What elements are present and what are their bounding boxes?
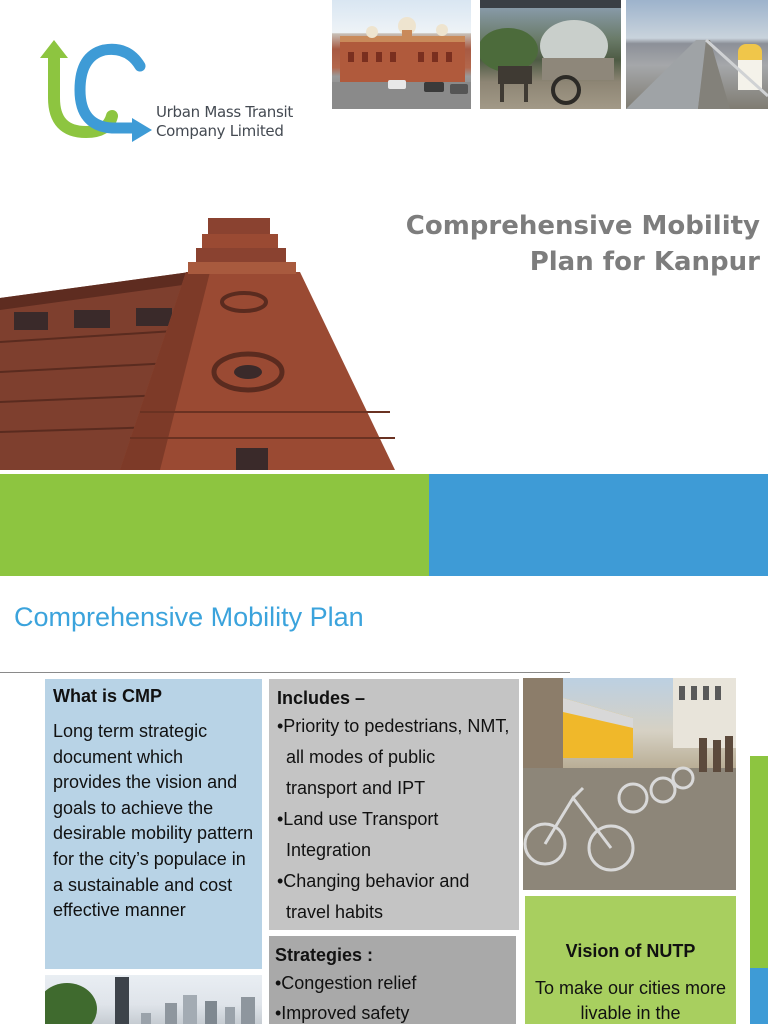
slide2-title: Comprehensive Mobility Plan [14,602,364,632]
blue-edge-bar [750,968,768,1024]
cover-title-line2: Plan for Kanpur [529,247,760,277]
includes-heading: Includes – [277,688,366,708]
title-divider [0,672,570,673]
umtc-logo [36,36,296,151]
list-item: •Improved safety [275,1003,410,1023]
vision-body: To make our cities more livable in the [534,978,727,1023]
what-is-cmp-heading: What is CMP [53,686,163,706]
strategies-heading: Strategies : [275,945,374,965]
bullock-cart-photo [480,0,621,109]
strategies-card [269,936,516,1024]
vision-nutp-card [525,896,736,1024]
logo-text-line2: Company Limited [156,122,284,140]
strategies-list [275,968,510,1028]
list-item: •Congestion relief [275,973,417,993]
city-skyline-photo [45,975,262,1024]
list-item: •Changing behavior and travel habits [277,871,470,922]
list-item: •Priority to pedestrians, NMT, all modes of public transport and IPT [277,716,510,798]
green-band [0,474,429,576]
umtc-logo-mark-icon [36,36,156,151]
logo-text-line1: Urban Mass Transit [156,103,293,121]
what-is-cmp-body: Long term strategic document which provides the vision and goals to achieve the desirable mobility pattern for the city’s populace in a sustainable and cost effective manner [53,721,254,921]
cover-title [340,208,760,280]
list-item: •Land use Transport Integration [277,809,439,860]
includes-list [277,711,511,928]
what-is-cmp-card [45,679,262,969]
cover-title-line1: Comprehensive Mobility [405,211,760,241]
tram-street-photo [523,678,736,890]
highway-photo [626,0,768,109]
includes-card [269,679,519,930]
blue-band [429,474,768,576]
railway-station-photo [332,0,471,109]
vision-heading: Vision of NUTP [565,941,696,961]
green-edge-bar [750,756,768,968]
clock-tower-photo [0,212,400,470]
